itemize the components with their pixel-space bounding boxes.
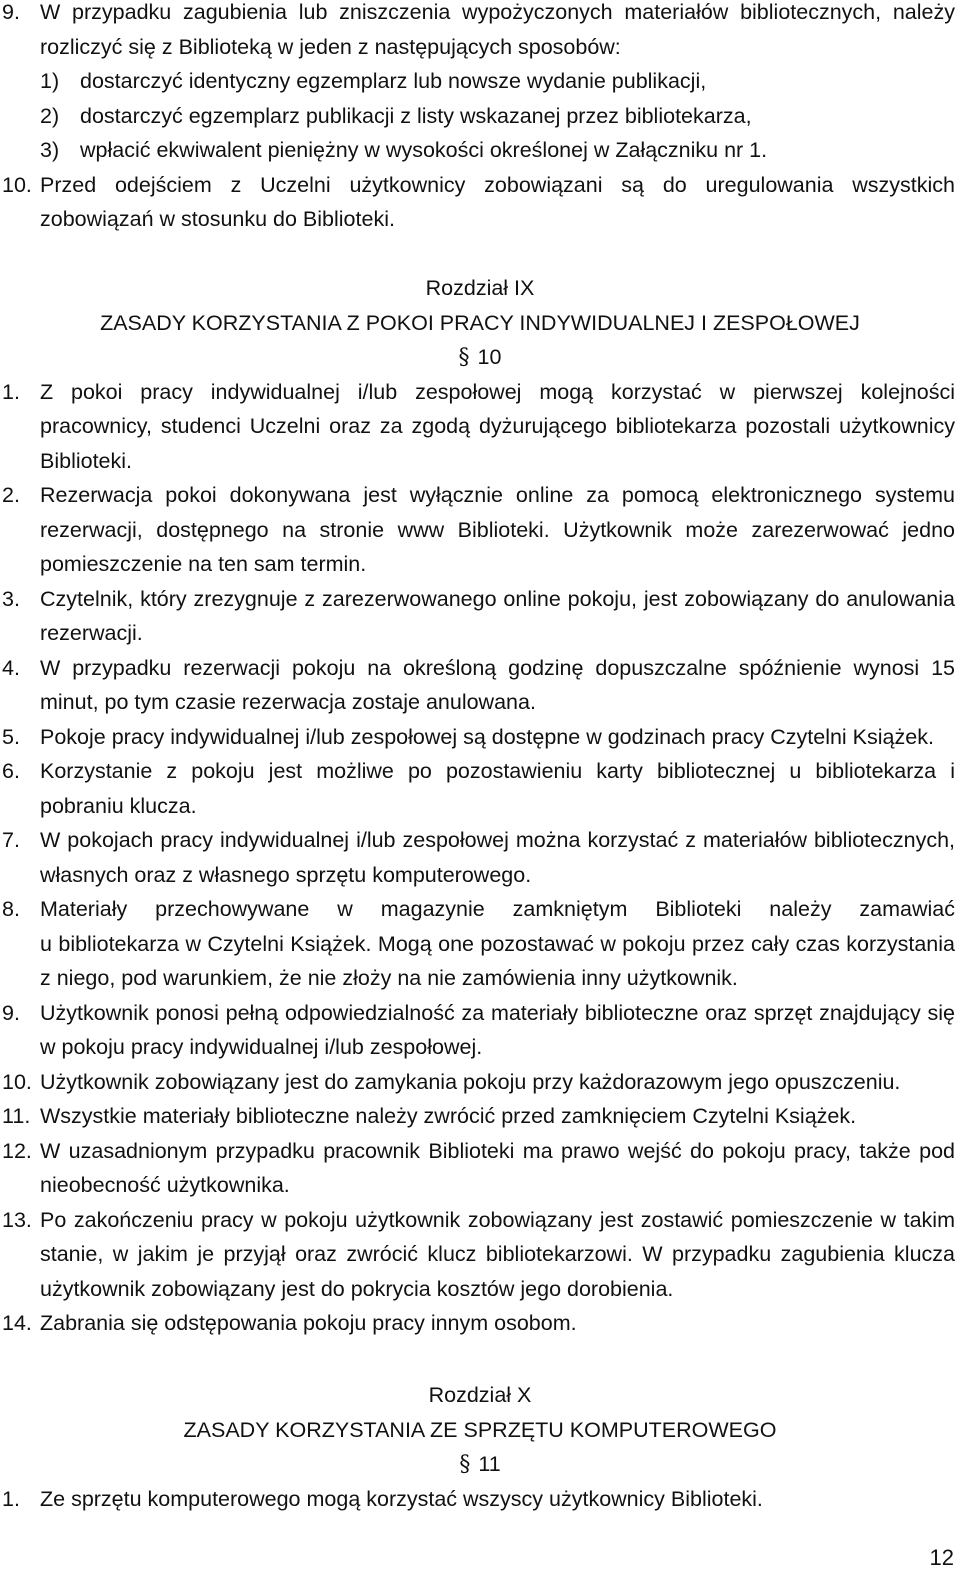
item-number: 4. bbox=[2, 655, 20, 680]
item-line: Biblioteki. bbox=[40, 448, 133, 473]
chapter-title: ZASADY KORZYSTANIA ZE SPRZĘTU KOMPUTEROWEGO bbox=[183, 1417, 777, 1442]
item-line: pomieszczenie na ten sam termin. bbox=[40, 552, 367, 576]
section-marker bbox=[0, 1447, 960, 1483]
item-line: Pokoje pracy indywidualnej i/lub zespołowej są dostępne w godzinach pracy Czytelni Książek. bbox=[40, 724, 934, 749]
item-number: 1. bbox=[2, 379, 20, 404]
item-number: 1. bbox=[2, 1486, 20, 1511]
item-line: zobowiązań w stosunku do Biblioteki. bbox=[40, 207, 395, 231]
item-number: 12. bbox=[2, 1138, 32, 1163]
item-number: 2. bbox=[2, 483, 20, 507]
sub-item-text: dostarczyć identyczny egzemplarz lub nowsze wydanie publikacji, bbox=[80, 69, 707, 93]
item-line: W przypadku rezerwacji pokoju na określoną godzinę dopuszczalne spóźnienie wynosi 15 bbox=[40, 655, 955, 680]
regulation-item bbox=[0, 1306, 955, 1341]
item-line: W uzasadnionym przypadku pracownik Biblioteki ma prawo wejść do pokoju pracy, także pod bbox=[40, 1138, 955, 1163]
regulation-item bbox=[0, 892, 955, 996]
item-line: pobraniu klucza. bbox=[40, 793, 197, 818]
section-number: 11 bbox=[478, 1452, 501, 1476]
section-number: 10 bbox=[477, 345, 502, 369]
item-number: 6. bbox=[2, 759, 20, 783]
sub-item-text: wpłacić ekwiwalent pieniężny w wysokości określonej w Załączniku nr 1. bbox=[80, 138, 768, 162]
item-number: 10. bbox=[2, 172, 32, 197]
item-line: nieobecność użytkownika. bbox=[40, 1173, 290, 1197]
regulation-item bbox=[0, 1482, 955, 1517]
item-number: 7. bbox=[2, 828, 20, 852]
sub-item bbox=[40, 99, 955, 134]
sub-item-number: 2) bbox=[40, 103, 60, 128]
chapter-heading: Rozdział X bbox=[428, 1383, 532, 1407]
item-line: Użytkownik ponosi pełną odpowiedzialność za materiały biblioteczne oraz sprzęt znajdujący się bbox=[40, 1000, 955, 1025]
regulation-item bbox=[0, 1065, 955, 1100]
sub-item bbox=[40, 133, 955, 168]
regulation-item bbox=[0, 823, 955, 892]
item-line: Ze sprzętu komputerowego mogą korzystać wszyscy użytkownicy Biblioteki. bbox=[40, 1486, 763, 1511]
item-line: Po zakończeniu pracy w pokoju użytkownik zobowiązany jest zostawić pomieszczenie w takim bbox=[40, 1207, 955, 1232]
regulation-item bbox=[0, 651, 955, 720]
regulation-item bbox=[0, 1099, 955, 1134]
item-line: rezerwacji, dostępnego na stronie www Biblioteki. Użytkownik może zarezerwować jedno bbox=[40, 517, 955, 542]
item-line: Użytkownik zobowiązany jest do zamykania pokoju przy każdorazowym jego opuszczeniu. bbox=[40, 1069, 901, 1094]
item-number: 14. bbox=[2, 1311, 32, 1335]
item-line: Korzystanie z pokoju jest możliwe po pozostawieniu karty bibliotecznej u bibliotekarza i bbox=[40, 759, 955, 783]
item-line: Materiały przechowywane w magazynie zamkniętym Biblioteki należy zamawiać bbox=[40, 897, 955, 921]
item-line: Przed odejściem z Uczelni użytkownicy zobowiązani są do uregulowania wszystkich bbox=[40, 172, 955, 197]
regulation-item bbox=[0, 996, 955, 1065]
item-line: rezerwacji. bbox=[40, 621, 143, 645]
item-line: pracownicy, studenci Uczelni oraz za zgodą dyżurującego bibliotekarza pozostali użytkownicy bbox=[40, 414, 955, 438]
item-number: 9. bbox=[2, 0, 20, 24]
item-line: z niego, pod warunkiem, że nie złoży na nie zamówienia inny użytkownik. bbox=[40, 966, 738, 990]
chapter-title: ZASADY KORZYSTANIA Z POKOI PRACY INDYWIDUALNEJ I ZESPOŁOWEJ bbox=[100, 310, 860, 335]
regulation-item bbox=[0, 582, 955, 651]
regulation-item bbox=[0, 754, 955, 823]
item-number: 5. bbox=[2, 724, 20, 749]
sub-item-number: 3) bbox=[40, 138, 60, 162]
item-number: 8. bbox=[2, 897, 20, 921]
item-line: własnych oraz z własnego sprzętu komputerowego. bbox=[40, 862, 532, 887]
item-line: Wszystkie materiały biblioteczne należy zwrócić przed zamknięciem Czytelni Książek. bbox=[40, 1104, 857, 1128]
item-line: W pokojach pracy indywidualnej i/lub zespołowej można korzystać z materiałów bibliotecznych, bbox=[40, 828, 955, 852]
sub-item-number: 1) bbox=[40, 69, 60, 93]
regulation-item bbox=[0, 1203, 955, 1307]
item-line: W przypadku zagubienia lub zniszczenia wypożyczonych materiałów bibliotecznych, należy bbox=[40, 0, 955, 24]
item-number: 13. bbox=[2, 1207, 32, 1232]
regulation-item bbox=[0, 168, 955, 237]
regulation-item bbox=[0, 1134, 955, 1203]
item-number: 3. bbox=[2, 586, 20, 611]
regulation-item bbox=[0, 375, 955, 479]
page-number: 12 bbox=[929, 1545, 954, 1570]
item-line: minut, po tym czasie rezerwacja zostaje anulowana. bbox=[40, 690, 536, 714]
sub-item bbox=[40, 64, 955, 99]
regulation-item bbox=[0, 720, 955, 755]
item-number: 10. bbox=[2, 1069, 32, 1094]
item-line: stanie, w jakim je przyjął oraz zwrócić klucz bibliotekarzowi. W przypadku zagubienia klucza bbox=[40, 1242, 955, 1266]
item-line: użytkownik zobowiązany jest do pokrycia kosztów jego dorobienia. bbox=[40, 1276, 674, 1301]
section-symbol: § bbox=[458, 345, 470, 370]
item-number: 11. bbox=[2, 1104, 31, 1128]
sub-item-text: dostarczyć egzemplarz publikacji z listy wskazanej przez bibliotekarza, bbox=[80, 103, 752, 128]
item-line: Rezerwacja pokoi dokonywana jest wyłącznie online za pomocą elektronicznego systemu bbox=[40, 483, 955, 507]
item-line: u bibliotekarza w Czytelni Książek. Mogą one pozostawać w pokoju przez cały czas korzystania bbox=[40, 931, 955, 956]
regulation-item bbox=[0, 0, 955, 64]
item-line: w pokoju pracy indywidualnej i/lub zespołowej. bbox=[40, 1035, 483, 1059]
item-line: Zabrania się odstępowania pokoju pracy innym osobom. bbox=[40, 1311, 577, 1335]
section-marker bbox=[0, 340, 960, 376]
item-line: rozliczyć się z Biblioteką w jeden z następujących sposobów: bbox=[40, 34, 621, 59]
item-line: Czytelnik, który zrezygnuje z zarezerwowanego online pokoju, jest zobowiązany do anulowania bbox=[40, 586, 955, 611]
chapter-heading: Rozdział IX bbox=[425, 276, 535, 300]
item-line: Z pokoi pracy indywidualnej i/lub zespołowej mogą korzystać w pierwszej kolejności bbox=[40, 379, 955, 404]
item-number: 9. bbox=[2, 1000, 20, 1025]
regulation-item bbox=[0, 478, 955, 582]
section-symbol: § bbox=[459, 1452, 471, 1477]
